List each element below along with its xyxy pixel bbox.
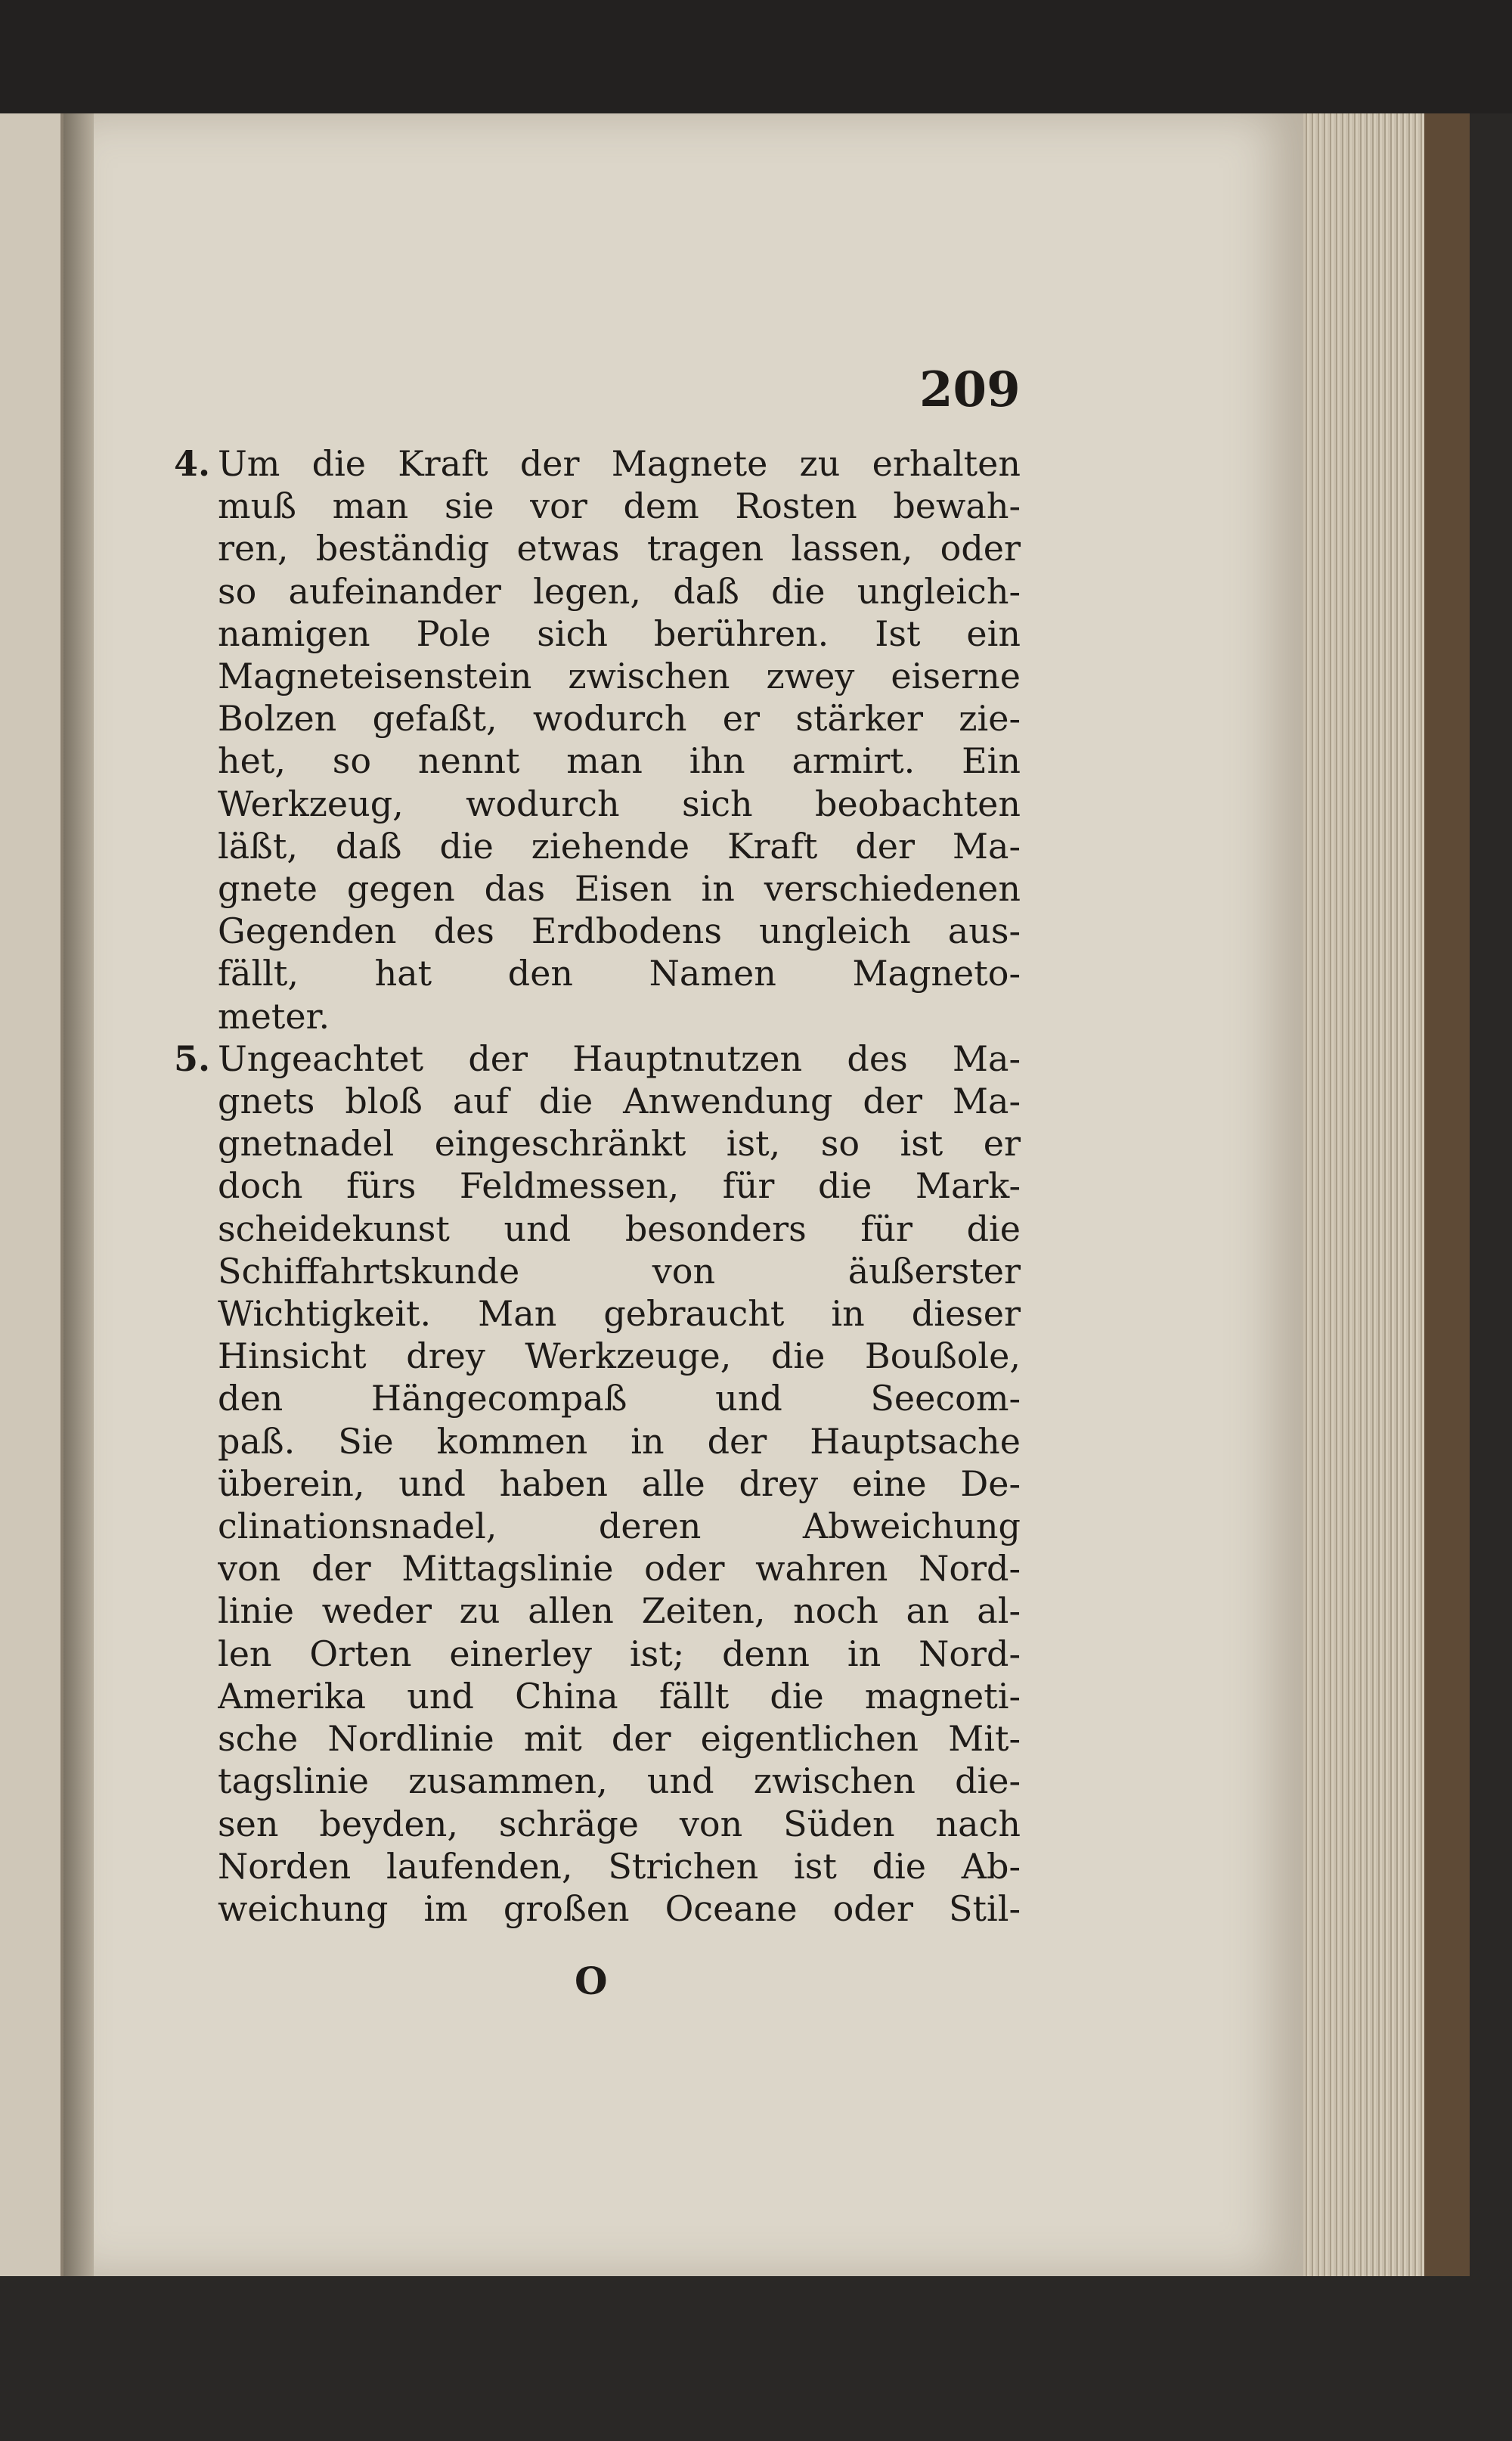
text-line: tagslinie zusammen, und zwischen die-	[218, 1760, 1021, 1802]
text-line: Wichtigkeit. Man gebraucht in dieser	[218, 1293, 1021, 1335]
text-line: gnete gegen das Eisen in verschiedenen	[218, 868, 1021, 910]
book-cover-edge	[1424, 113, 1470, 2276]
text-line: scheidekunst und besonders für die	[218, 1208, 1021, 1249]
text-block	[174, 442, 1021, 1930]
text-line: so aufeinander legen, daß die ungleich-	[218, 570, 1021, 612]
text-line: meter.	[218, 995, 330, 1037]
text-line: läßt, daß die ziehende Kraft der Ma-	[218, 825, 1021, 867]
text-line: ren, beständig etwas tragen lassen, oder	[218, 528, 1021, 569]
text-line: Schiffahrtskunde von äußerster	[218, 1250, 1021, 1292]
text-line: doch fürs Feldmessen, für die Mark-	[218, 1165, 1021, 1207]
text-line: muß man sie vor dem Rosten bewah-	[218, 485, 1021, 527]
text-line: fällt, hat den Namen Magneto-	[218, 953, 1021, 994]
paragraph-5	[174, 1038, 1021, 1930]
text-line: sche Nordlinie mit der eigentlichen Mit-	[218, 1718, 1021, 1760]
text-line: von der Mittagslinie oder wahren Nord-	[218, 1548, 1021, 1590]
text-line: het, so nennt man ihn armirt. Ein	[218, 740, 1021, 782]
text-line: Um die Kraft der Magnete zu erhalten	[218, 443, 1021, 484]
paragraph-4	[174, 442, 1021, 1038]
text-line: Gegenden des Erdbodens ungleich aus-	[218, 910, 1021, 952]
text-line: paß. Sie kommen in der Hauptsache	[218, 1420, 1021, 1462]
text-line: Magneteisenstein zwischen zwey eiserne	[218, 656, 1021, 697]
text-line: sen beyden, schräge von Süden nach	[218, 1803, 1021, 1844]
text-line: Hinsicht drey Werkzeuge, die Boußole,	[218, 1335, 1021, 1377]
text-line: überein, und haben alle drey eine De-	[218, 1462, 1021, 1504]
text-line: gnetnadel eingeschränkt ist, so ist er	[218, 1123, 1021, 1165]
text-line: len Orten einerley ist; denn in Nord-	[218, 1633, 1021, 1674]
text-line: den Hängecompaß und Seecom-	[218, 1378, 1021, 1419]
book-gutter	[64, 113, 94, 2276]
text-line: Norden laufenden, Strichen ist die Ab-	[218, 1845, 1021, 1887]
text-line: weichung im großen Oceane oder Stil-	[218, 1887, 1021, 1929]
text-line: Amerika und China fällt die magneti-	[218, 1675, 1021, 1717]
background-top	[0, 0, 1512, 113]
text-line: clinationsnadel, deren Abweichung	[218, 1506, 1021, 1547]
text-line: Ungeachtet der Hauptnutzen des Ma-	[218, 1038, 1021, 1079]
paragraph-number: 4.	[174, 443, 211, 484]
page-stack-edges	[1303, 113, 1424, 2276]
text-line: gnets bloß auf die Anwendung der Ma-	[218, 1081, 1021, 1122]
paragraph-number: 5.	[174, 1038, 211, 1079]
text-line: linie weder zu allen Zeiten, noch an al-	[218, 1590, 1021, 1632]
text-line: Bolzen gefaßt, wodurch er stärker zie-	[218, 698, 1021, 740]
text-line: namigen Pole sich berühren. Ist ein	[218, 613, 1021, 654]
text-line: Werkzeug, wodurch sich beobachten	[218, 783, 1021, 824]
facing-page-edge	[0, 113, 64, 2276]
catchword: O	[575, 1959, 608, 2003]
page-number: 209	[919, 361, 1021, 418]
